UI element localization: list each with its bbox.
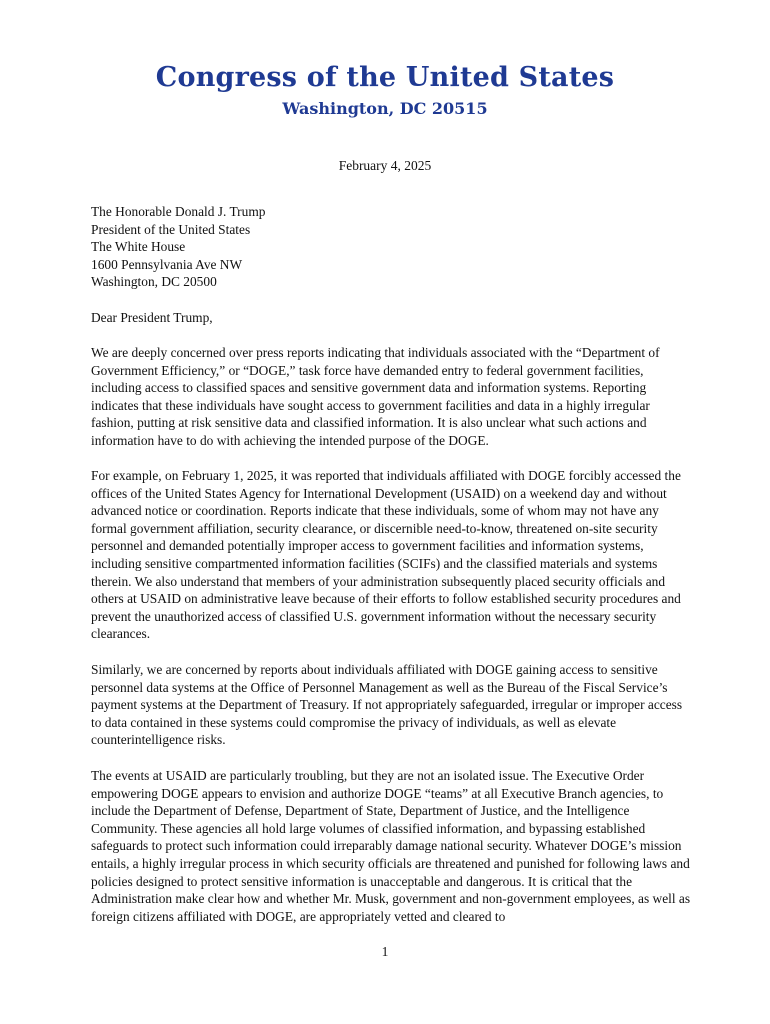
address-line: President of the United States xyxy=(91,221,251,237)
body-paragraph xyxy=(91,767,691,925)
paragraph-text: For example, on February 1, 2025, it was reported that individuals affiliated with DOGE forcibly accessed the offices of the United States Agency for International Development (USAID) on a weekend day and without advanced notice or coordination. Reports indicate that these individuals, some of whom may not have any formal government affiliation, security clearance, or discernible need-to-know, threatened on-site security personnel and demanded potentially improper access to government facilities and information systems, including sensitive compartmented information facilities (SCIFs) and the classified materials and systems therein. We also understand that members of your administration subsequently placed security officials and others at USAID on administrative leave because of their efforts to follow established security procedures and prevent the unauthorized access of classified U.S. government information without the necessary security clearances. xyxy=(91,468,681,642)
paragraph-text: We are deeply concerned over press reports indicating that individuals associated with the “Department of Government Efficiency,” or “DOGE,” task force have demanded entry to federal government facilities, including access to classified spaces and sensitive government data and information systems. Reporting indicates that these individuals have sought access to government facilities and data in a highly irregular fashion, putting at risk sensitive data and classified information. It is also unclear what such actions and information have to do with achieving the intended purpose of the DOGE. xyxy=(91,345,660,448)
letterhead-title: Congress of the United States xyxy=(155,62,615,93)
address-line: 1600 Pennsylvania Ave NW xyxy=(91,256,243,272)
address-line: The Honorable Donald J. Trump xyxy=(91,204,266,219)
paragraph-text: Similarly, we are concerned by reports about individuals affiliated with DOGE gaining access to sensitive personnel data systems at the Office of Personnel Management as well as the Bureau of the Fiscal Service’s payment systems at the Department of Treasury. If not appropriately safeguarded, irregular or improper access to data contained in these systems could compromise the privacy of individuals, as well as elevate counterintelligence risks. xyxy=(91,662,683,748)
paragraph-text: The events at USAID are particularly troubling, but they are not an isolated issue. The Executive Order empowering DOGE appears to envision and authorize DOGE “teams” at all Executive Branch agencies, to include the Department of Defense, Department of State, Department of Justice, and the Intelligence Community. These agencies all hold large volumes of classified information, and bypassing established safeguards to protect such information could irreparably damage national security. Whatever DOGE’s mission entails, a highly irregular process in which security officials are threatened and punished for following laws and policies designed to protect sensitive information is unacceptable and dangerous. It is critical that the Administration make clear how and whether Mr. Musk, government and non-government employees, as well as foreign citizens affiliated with DOGE, are appropriately vetted and cleared to xyxy=(91,768,691,924)
letter-date: February 4, 2025 xyxy=(338,158,432,173)
letterhead-location: Washington, DC 20515 xyxy=(282,99,488,118)
salutation: Dear President Trump, xyxy=(91,310,213,325)
body-paragraph xyxy=(91,344,691,450)
letterhead xyxy=(0,58,770,120)
page-number: 1 xyxy=(381,944,389,959)
address-line: The White House xyxy=(91,239,186,255)
body-paragraph xyxy=(91,467,691,643)
address-line: Washington, DC 20500 xyxy=(91,274,217,290)
body-paragraph xyxy=(91,661,691,749)
recipient-address xyxy=(91,203,691,291)
